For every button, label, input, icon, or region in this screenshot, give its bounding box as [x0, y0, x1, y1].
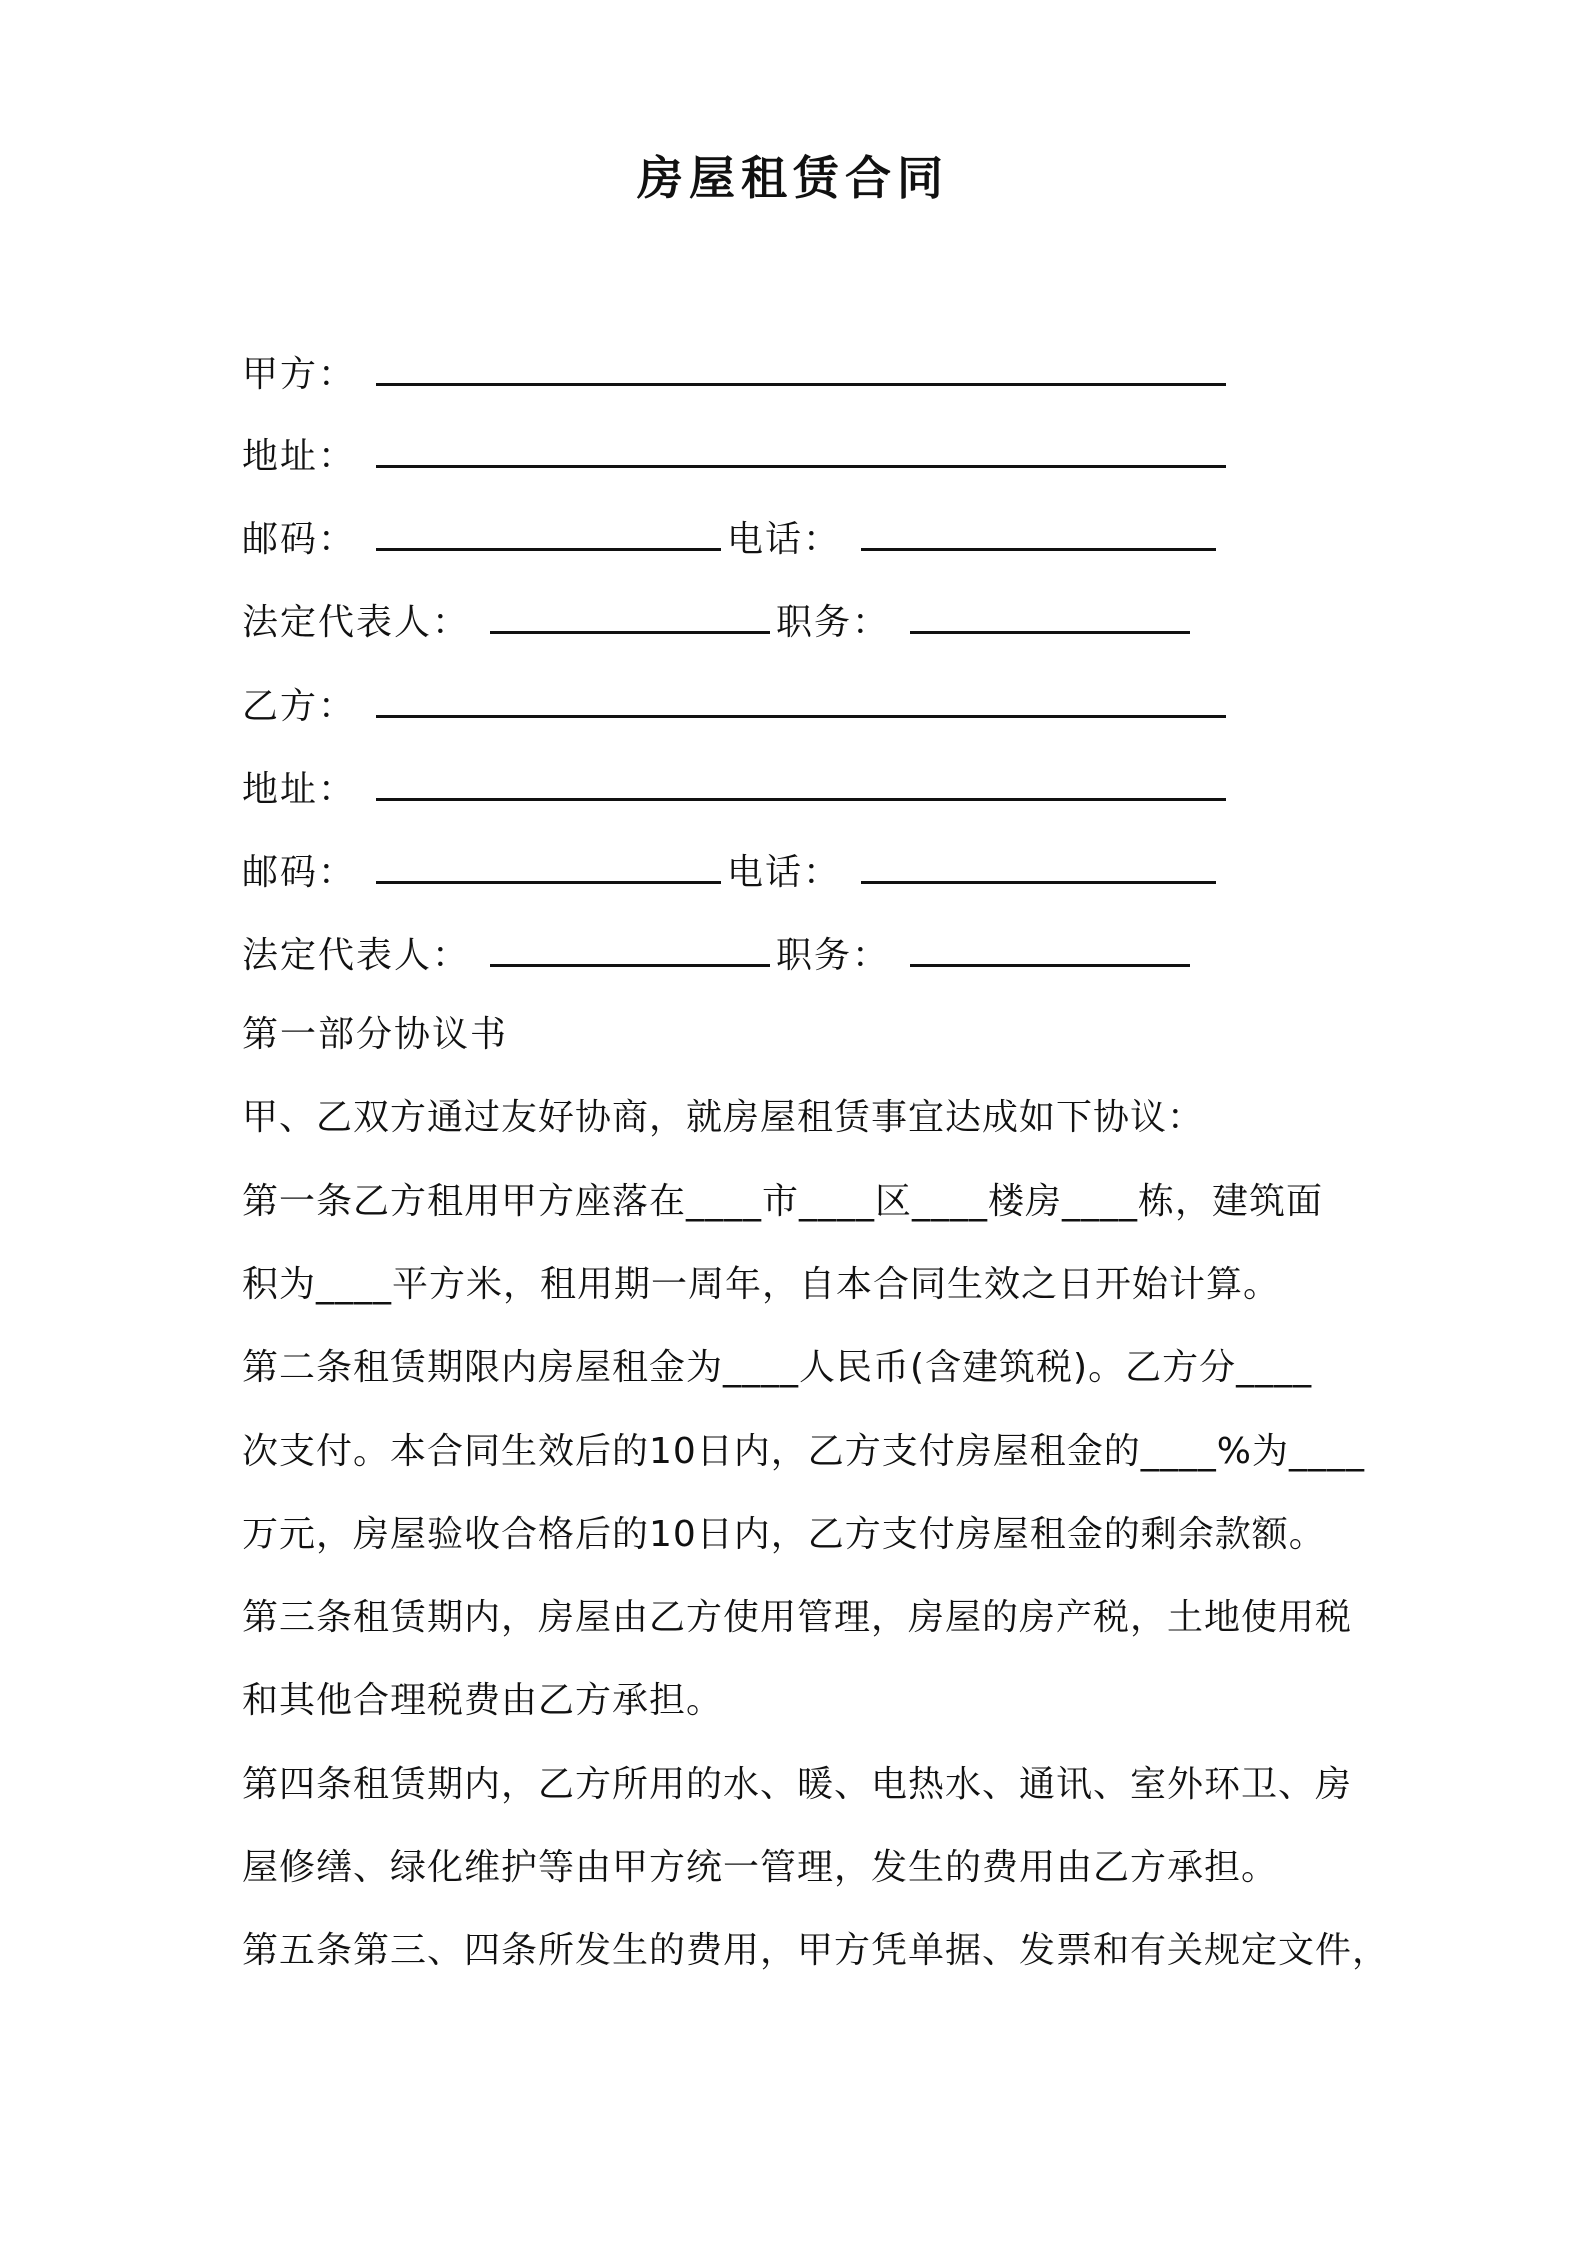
- clause-line: 第一条乙方租用甲方座落在____市____区____楼房____栋，建筑面: [242, 1181, 1324, 1222]
- party-a-name-field[interactable]: [376, 353, 1226, 386]
- clause-line: 万元，房屋验收合格后的10日内，乙方支付房屋租金的剩余款额。: [242, 1514, 1326, 1555]
- party-a-rep-row: [242, 598, 1196, 648]
- clause-line: 第三条租赁期内，房屋由乙方使用管理，房屋的房产税，土地使用税: [242, 1597, 1353, 1638]
- party-a-address-label: 地址：: [242, 436, 357, 477]
- party-a-postcode-label: 邮码：: [242, 519, 357, 560]
- party-b-name-label: 乙方：: [242, 686, 357, 727]
- document-title: 房屋租赁合同: [637, 151, 949, 205]
- party-b-rep-row: [242, 931, 1196, 981]
- party-a-postcode-field[interactable]: [376, 518, 721, 551]
- party-b-phone-field[interactable]: [861, 851, 1216, 884]
- clause-line: 和其他合理税费由乙方承担。: [242, 1680, 724, 1721]
- party-b-postcode-field[interactable]: [376, 851, 721, 884]
- party-b-postcode-label: 邮码：: [242, 852, 357, 893]
- party-a-position-field[interactable]: [910, 601, 1190, 634]
- party-b-phone-label: 电话：: [727, 852, 842, 893]
- party-a-legal-rep-field[interactable]: [490, 601, 770, 634]
- party-b-address-label: 地址：: [242, 769, 357, 810]
- party-a-name-row: [242, 350, 1232, 400]
- clause-line: 第四条租赁期内，乙方所用的水、暖、电热水、通讯、室外环卫、房: [242, 1764, 1353, 1805]
- clause-line: 屋修缮、绿化维护等由甲方统一管理，发生的费用由乙方承担。: [242, 1847, 1279, 1888]
- clause-line: 第二条租赁期限内房屋租金为____人民币(含建筑税)。乙方分____: [242, 1347, 1313, 1388]
- party-a-legal-rep-label: 法定代表人：: [242, 602, 471, 643]
- clause-line: 积为____平方米，租用期一周年，自本合同生效之日开始计算。: [242, 1264, 1281, 1305]
- party-b-legal-rep-field[interactable]: [490, 934, 770, 967]
- party-a-phone-field[interactable]: [861, 518, 1216, 551]
- party-a-contact-row: [242, 515, 1222, 565]
- party-a-name-label: 甲方：: [242, 354, 357, 395]
- part-one-intro: 甲、乙双方通过友好协商，就房屋租赁事宜达成如下协议：: [242, 1097, 1205, 1138]
- party-b-position-label: 职务：: [776, 935, 891, 976]
- party-b-address-row: [242, 765, 1232, 815]
- party-b-name-row: [242, 682, 1232, 732]
- party-a-position-label: 职务：: [776, 602, 891, 643]
- party-a-phone-label: 电话：: [727, 519, 842, 560]
- party-a-address-field[interactable]: [376, 435, 1226, 468]
- party-b-legal-rep-label: 法定代表人：: [242, 935, 471, 976]
- party-b-name-field[interactable]: [376, 685, 1226, 718]
- party-b-position-field[interactable]: [910, 934, 1190, 967]
- part-one-heading: 第一部分协议书: [242, 1014, 509, 1055]
- party-b-address-field[interactable]: [376, 768, 1226, 801]
- clause-line: 第五条第三、四条所发生的费用，甲方凭单据、发票和有关规定文件，: [242, 1930, 1390, 1971]
- clause-line: 次支付。本合同生效后的10日内，乙方支付房屋租金的____%为____: [242, 1431, 1366, 1472]
- party-a-address-row: [242, 432, 1232, 482]
- party-b-contact-row: [242, 848, 1222, 898]
